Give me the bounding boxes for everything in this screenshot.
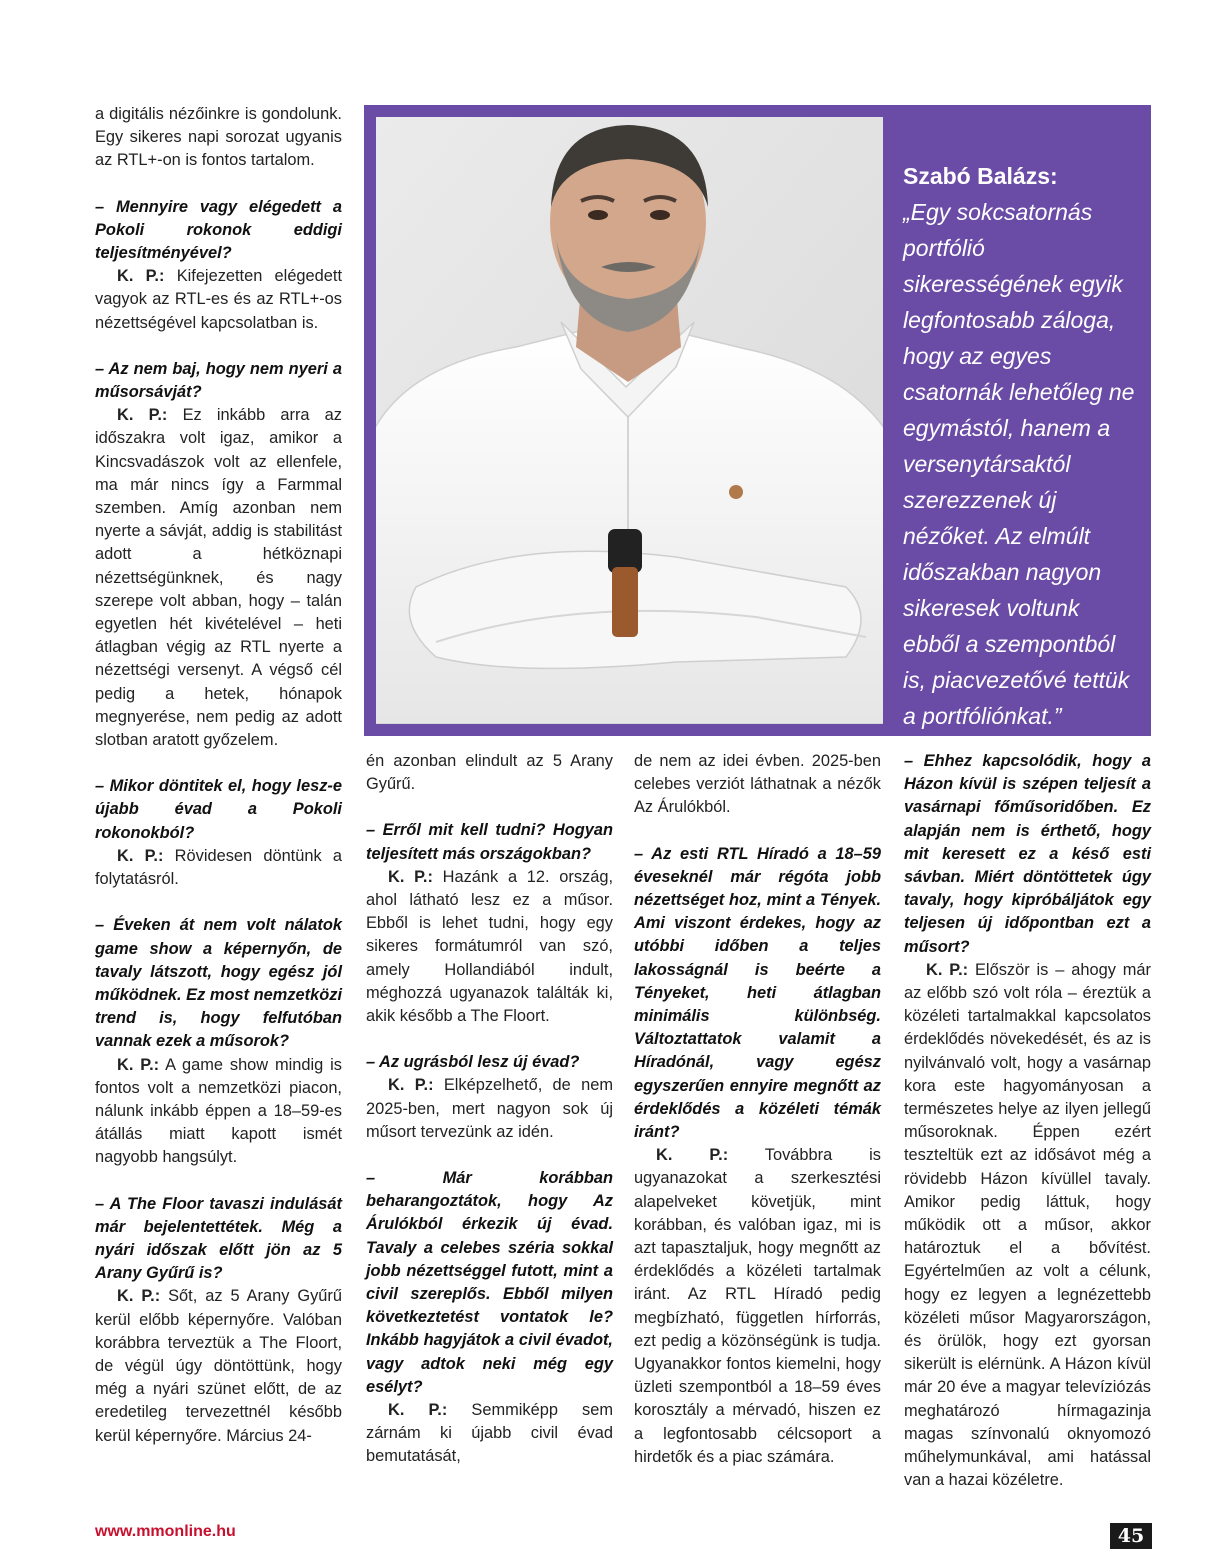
- paragraph: de nem az idei évben. 2025-ben celebes verziót láthatnak a nézők Az Árulókból.: [634, 752, 881, 817]
- speaker-label: K. P.:: [388, 867, 433, 886]
- answer: [366, 1399, 613, 1469]
- answer-text: Rövidesen döntünk a folytatásról.: [95, 846, 342, 889]
- man-portrait-icon: [376, 117, 883, 724]
- website-link[interactable]: www.mmonline.hu: [95, 1523, 236, 1540]
- speaker-label: K. P.:: [117, 406, 168, 425]
- answer: [904, 959, 1151, 1493]
- question: – Mikor döntitek el, hogy lesz-e újabb évad a Pokoli rokonokból?: [95, 777, 342, 842]
- answer: [95, 1285, 342, 1447]
- portrait-photo: [376, 117, 883, 724]
- answer: [634, 1144, 881, 1469]
- answer-text: A game show mindig is fontos volt a nemzetközi piacon, nálunk inkább éppen a 18–59-es átállás miatt kapott ismét nagyobb hangsúlyt.: [95, 1055, 343, 1167]
- article-column-4: [904, 750, 1151, 1493]
- answer: [366, 1074, 613, 1144]
- speaker-label: K. P.:: [117, 267, 165, 286]
- answer-text: Továbbra is ugyanazokat a szerkesztési alapelveket követjük, mint korábban, és valóban igaz, mi is azt tapasztaljuk, hogy megnőtt az érdeklődés a közéleti tartalmak iránt. Az RTL Híradó pedig megbízható, független hírforrás, ezt pedig a közönségünk is tudja. Ugyanakkor fontos kiemelni, hogy üzleti szempontból a 18–59 éves korosztály a mérvadó, hiszen ez a legfontosabb célcsoport a hirdetők és a piac számára.: [634, 1146, 881, 1466]
- answer: [95, 404, 342, 752]
- answer: [95, 845, 342, 891]
- paragraph: a digitális nézőinkre is gondolunk. Egy sikeres napi sorozat ugyanis az RTL+-on is fontos tartalom.: [95, 105, 342, 170]
- question: – A The Floor tavaszi indulását már bejelentettétek. Még a nyári időszak előtt jön az 5 Arany Gyűrű is?: [95, 1194, 342, 1283]
- answer-text: Ez inkább arra az időszakra volt igaz, amikor a Kincsvadászok volt az ellenfele, ma már nincs így a Farmmal szemben. Amíg azonban nem nyerte a sávját, addig is stabilitást adott a hétköznapi nézettségünknek, és nagy szerepe volt abban, hogy – talán egyetlen hét kivételével – heti átlagban végig az RTL nyerte a nézettségi versenyt. A végső cél pedig a hetek, hónapok megnyerése, nem pedig az adott slotban aratott győzelem.: [95, 406, 342, 750]
- speaker-label: K. P.:: [117, 1287, 161, 1306]
- page-number: 45: [1110, 1523, 1152, 1549]
- question: – Mennyire vagy elégedett a Pokoli rokonok eddigi teljesítményével?: [95, 197, 342, 263]
- answer-text: Elképzelhető, de nem 2025-ben, mert nagyon sok új műsort tervezünk az idén.: [366, 1076, 613, 1141]
- answer-text: Hazánk a 12. ország, ahol látható lesz ez a műsor. Ebből is lehet tudni, hogy egy sikeres formátumról van szó, amely Hollandiából indult, méghozzá ugyanazok találták ki, akik később a The Floort.: [366, 867, 614, 1026]
- answer: [95, 265, 342, 335]
- question: – Az nem baj, hogy nem nyeri a műsorsávját?: [95, 359, 342, 402]
- speaker-label: K. P.:: [388, 1401, 448, 1420]
- quote-author: Szabó Balázs:: [903, 163, 1058, 189]
- article-column-3: [634, 750, 881, 1469]
- question: – Ehhez kapcsolódik, hogy a Házon kívül is szépen teljesít a vasárnapi főműsoridőben. Ez alapján nem is érthető, hogy mit keresett ez a késő esti sávban. Miért döntöttetek úgy tavaly, hogy kipróbáljátok egy teljesen új időpontban ezt a műsort?: [904, 752, 1151, 956]
- answer: [95, 1054, 342, 1170]
- question: – Már korábban beharangoztátok, hogy Az Árulókból érkezik új évad. Tavaly a celebes széria sokkal jobb nézettséggel futott, mint a civil szereplős. Ebből milyen következtetést vontatok le? Inkább hagyjátok a civil évadot, vagy adtok neki még egy esélyt?: [366, 1169, 613, 1396]
- answer-text: Kifejezetten elégedett vagyok az RTL-es és az RTL+-os nézettségével kapcsolatban is.: [95, 267, 343, 332]
- speaker-label: K. P.:: [117, 1055, 160, 1074]
- speaker-label: K. P.:: [656, 1146, 729, 1165]
- quote-text: „Egy sokcsatornás portfólió sikerességének egyik legfontosabb záloga, hogy az egyes csatornák lehetőleg ne egymástól, hanem a versenytársaktól szerezzenek új nézőket. Az elmúlt időszakban nagyon sikeresek voltunk ebből a szempontból is, piacvezetővé tettük a portfóliónkat.”: [903, 199, 1135, 729]
- speaker-label: K. P.:: [926, 960, 969, 979]
- paragraph: én azonban elindult az 5 Arany Gyűrű.: [366, 752, 613, 794]
- answer-text: Először is – ahogy már az előbb szó volt róla – éreztük a közéleti tartalmakkal kapcsolatos érdeklődés növekedését, és az is nyilvánvaló volt, hogy a vasárnap kora este hagyományosan a természetes helye az ilyen jellegű műsoroknak. Éppen ezért teszteltük ezt az idősávot még a rövidebb Házon kívüllel tavaly. Amikor pedig láttuk, hogy működik ott a műsor, akkor határoztuk el a bővítést. Egyértelműen az volt a célunk, hogy ez legyen a legnézettebb közéleti műsor Magyarországon, és örülök, hogy ezt gyorsan sikerült is elérnünk. A Házon kívül már 20 éve a magyar televíziózás meghatározó hírmagazinja magas színvonalú oknyomozó műhelymunkával, ami hatással van a hazai közéletre.: [904, 960, 1151, 1490]
- answer: [366, 866, 613, 1028]
- question: – Erről mit kell tudni? Hogyan teljesített más országokban?: [366, 821, 613, 863]
- speaker-label: K. P.:: [117, 846, 164, 865]
- answer-text: Sőt, az 5 Arany Gyűrű kerül előbb képernyőre. Valóban korábbra terveztük a The Floort, de végül úgy döntöttünk, hogy még a nyári szünet előtt, de az eredetileg tervezettnél később kerül képernyőre. Március 24-: [95, 1287, 342, 1445]
- speaker-label: K. P.:: [388, 1076, 434, 1095]
- article-column-1: [95, 103, 342, 1448]
- article-column-2: [366, 750, 613, 1469]
- question: – Az ugrásból lesz új évad?: [366, 1053, 580, 1072]
- pull-quote: [903, 158, 1141, 734]
- question: – Az esti RTL Híradó a 18–59 éveseknél már régóta jobb nézettséget hoz, mint a Tények. Ami viszont érdekes, hogy az utóbbi időben a teljes lakosságnál is beérte a Tényeket, heti átlagban minimális különbség. Változtattatok valamit a Híradónál, vagy egész egyszerűen ennyire megnőtt az érdeklődés a közéleti témák iránt?: [634, 844, 881, 1142]
- answer-text: Semmiképp sem zárnám ki újabb civil évad bemutatását,: [366, 1401, 613, 1466]
- question: – Éveken át nem volt nálatok game show a képernyőn, de tavaly látszott, hogy egész jól működnek. Ez most nemzetközi trend is, hogy felfutóban vannak ezek a műsorok?: [95, 916, 342, 1051]
